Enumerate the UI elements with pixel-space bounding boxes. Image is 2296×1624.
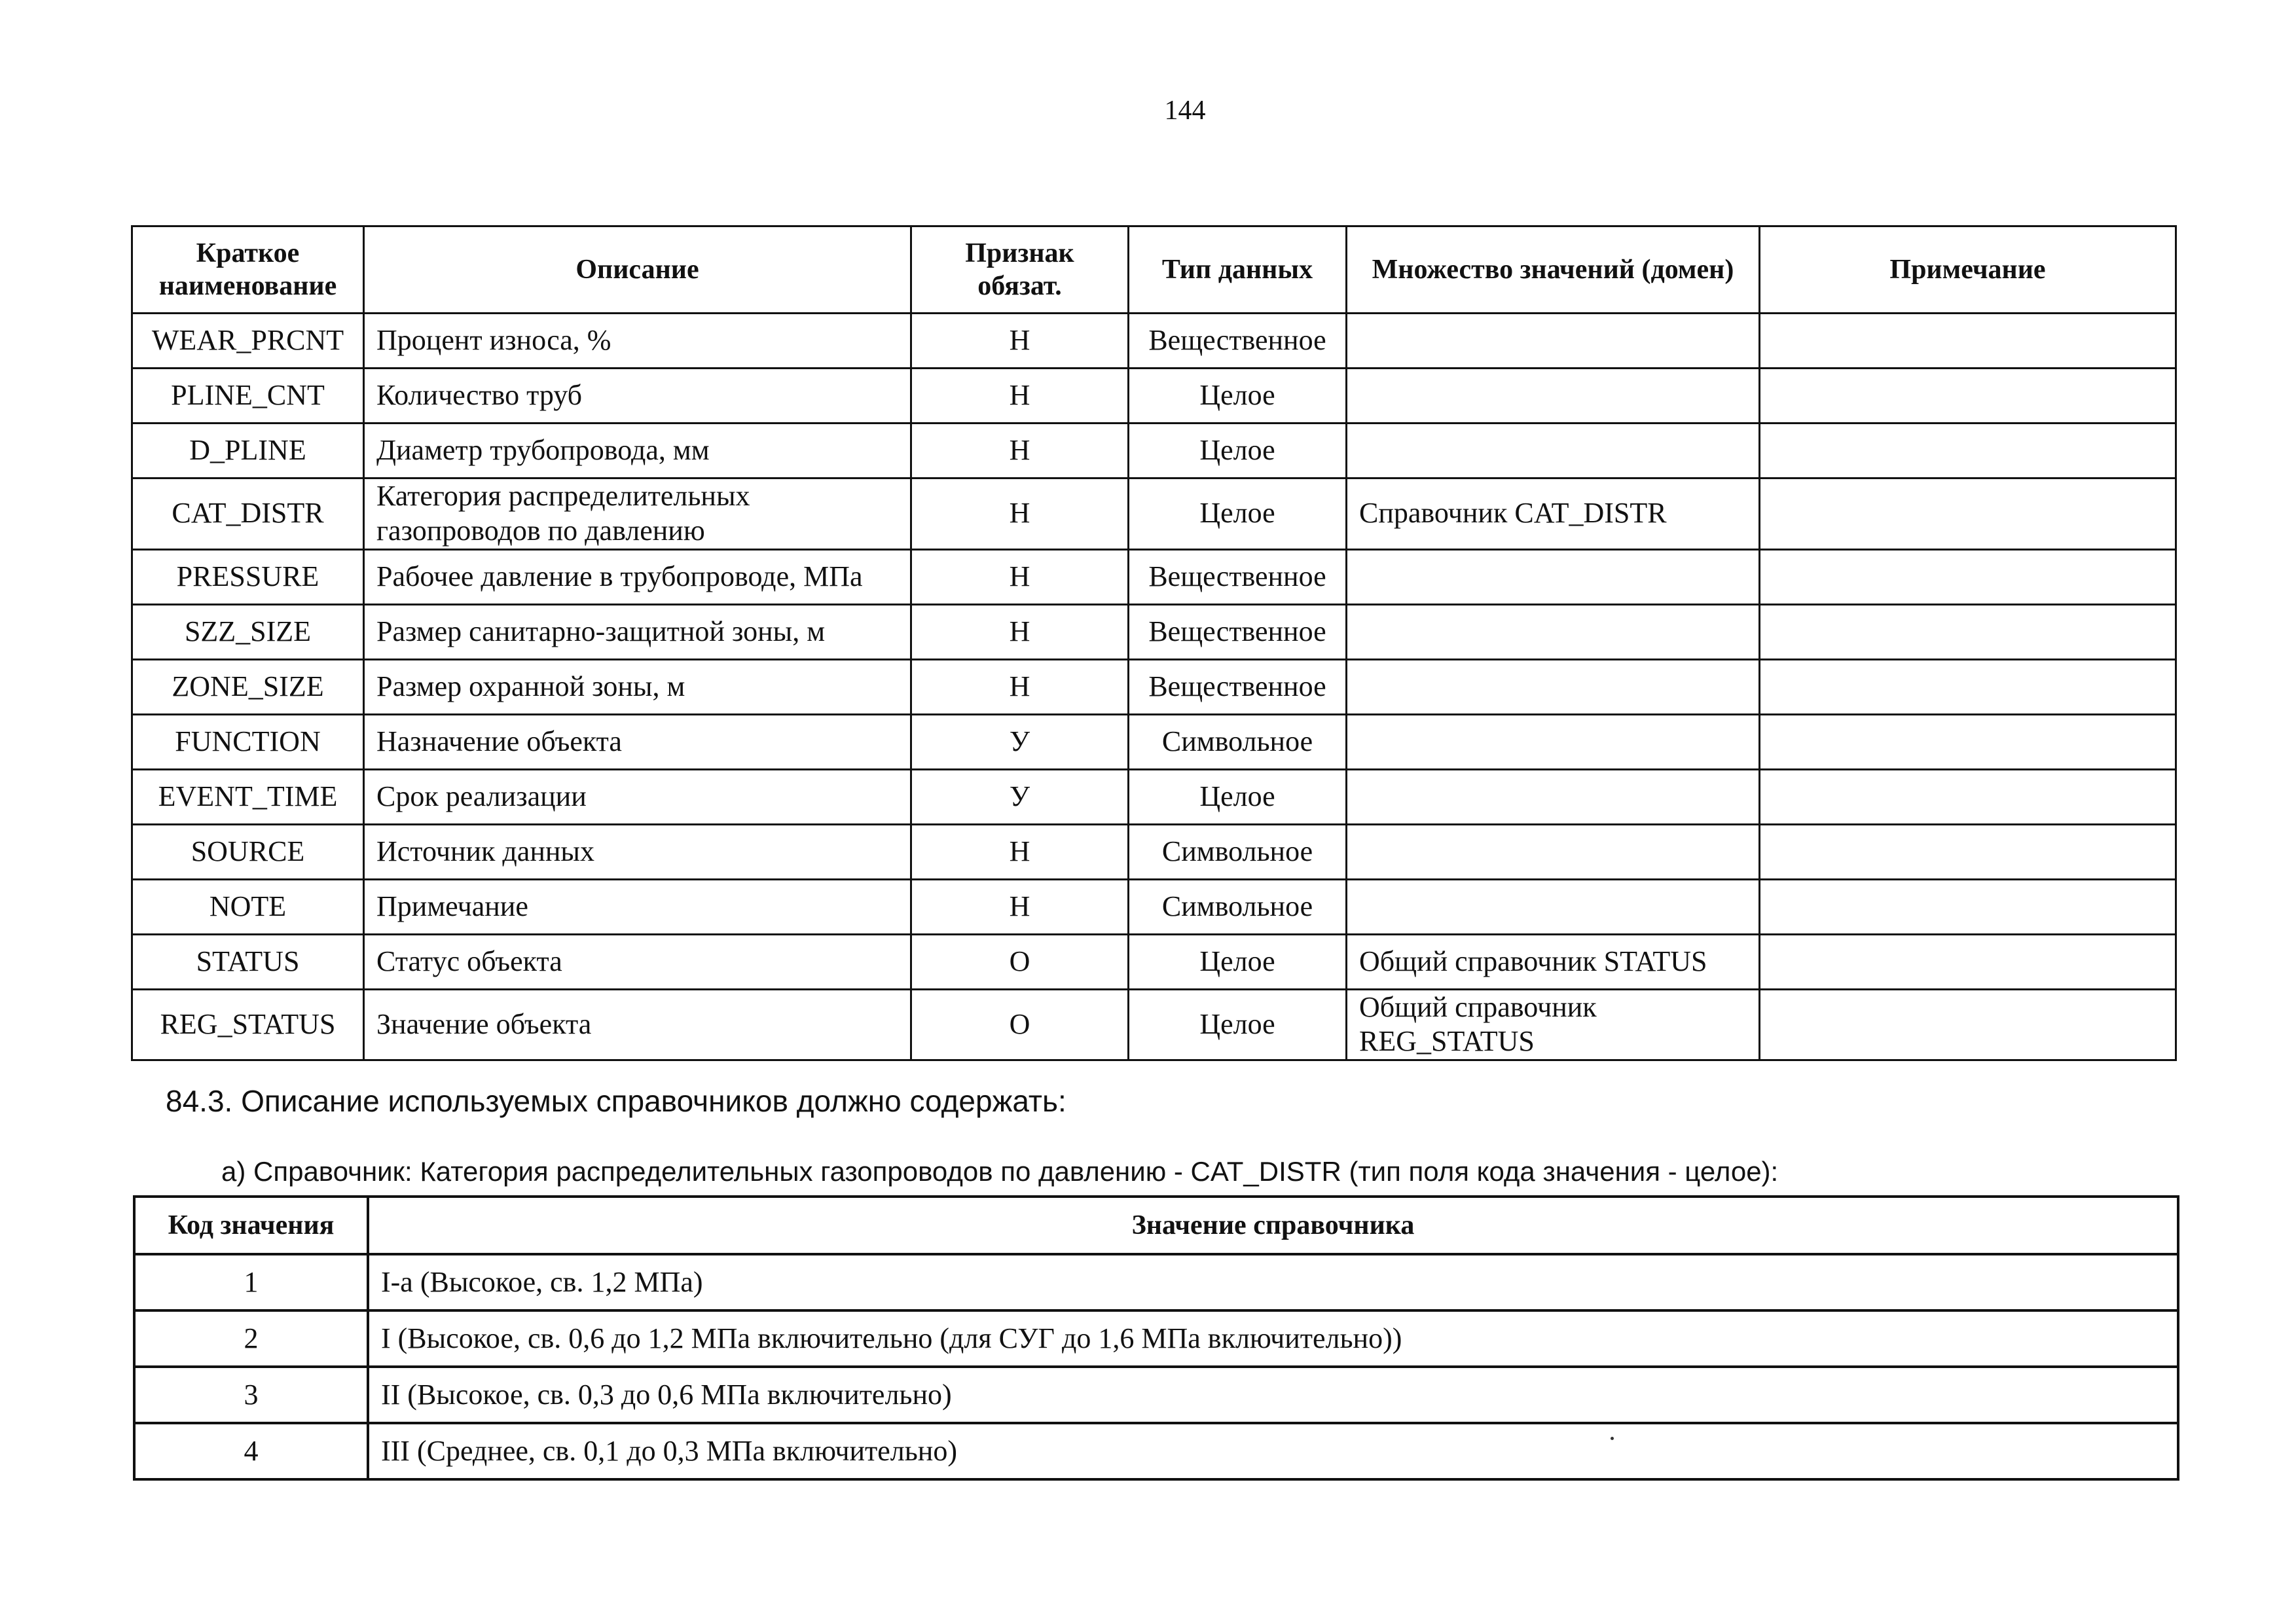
cell-mandatory: Н [911,824,1129,879]
cell-data-type: Вещественное [1129,604,1347,659]
header-value: Значение справочника [368,1197,2178,1254]
cell-mandatory: Н [911,478,1129,550]
cell-code: 4 [134,1423,368,1479]
cell-mandatory: Н [911,879,1129,934]
cell-description: Размер санитарно-защитной зоны, м [364,604,911,659]
cell-description: Срок реализации [364,769,911,824]
cell-note [1760,424,2176,478]
cell-description: Процент износа, % [364,314,911,369]
attributes-header-row [132,226,2176,314]
header-code: Код значения [134,1197,368,1254]
cell-domain [1347,424,1760,478]
cell-description: Количество труб [364,369,911,424]
cell-value: I (Высокое, св. 0,6 до 1,2 МПа включительно (для СУГ до 1,6 МПа включительно)) [368,1310,2178,1367]
attributes-table [131,225,2177,1061]
cell-short-name: WEAR_PRCNT [132,314,364,369]
table-row [132,604,2176,659]
cell-short-name: CAT_DISTR [132,478,364,550]
cell-value: I-а (Высокое, св. 1,2 МПа) [368,1254,2178,1310]
dictionary-title: а) Справочник: Категория распределительных газопроводов по давлению - CAT_DISTR (тип поля кода значения - целое): [221,1156,1779,1187]
cell-short-name: D_PLINE [132,424,364,478]
dictionary-header-row [134,1197,2178,1254]
cell-short-name: REG_STATUS [132,989,364,1060]
header-note: Примечание [1760,226,2176,314]
cell-mandatory: О [911,989,1129,1060]
cell-domain [1347,879,1760,934]
cell-data-type: Вещественное [1129,659,1347,714]
table-row [132,314,2176,369]
cell-domain [1347,369,1760,424]
cell-data-type: Целое [1129,424,1347,478]
cell-short-name: FUNCTION [132,714,364,769]
table-row [132,769,2176,824]
dictionary-table [133,1195,2179,1481]
cell-mandatory: Н [911,604,1129,659]
cell-note [1760,314,2176,369]
cell-note [1760,824,2176,879]
cell-note [1760,934,2176,989]
cell-data-type: Символьное [1129,879,1347,934]
table-row [132,369,2176,424]
cell-note [1760,714,2176,769]
cell-mandatory: Н [911,424,1129,478]
page-number: 144 [1164,96,1206,126]
cell-short-name: SZZ_SIZE [132,604,364,659]
cell-note [1760,659,2176,714]
table-row [132,714,2176,769]
table-row [134,1310,2178,1367]
cell-data-type: Вещественное [1129,314,1347,369]
cell-mandatory: Н [911,369,1129,424]
cell-domain [1347,824,1760,879]
cell-domain [1347,714,1760,769]
table-row [132,659,2176,714]
cell-code: 3 [134,1367,368,1423]
cell-description: Статус объекта [364,934,911,989]
cell-short-name: PRESSURE [132,549,364,604]
cell-description: Рабочее давление в трубопроводе, МПа [364,549,911,604]
table-row [134,1254,2178,1310]
cell-description: Размер охранной зоны, м [364,659,911,714]
cell-mandatory: О [911,934,1129,989]
header-description: Описание [364,226,911,314]
cell-data-type: Целое [1129,989,1347,1060]
table-row [132,934,2176,989]
table-row [134,1423,2178,1479]
cell-domain [1347,604,1760,659]
table-row [132,824,2176,879]
cell-data-type: Целое [1129,934,1347,989]
cell-description: Значение объекта [364,989,911,1060]
cell-domain [1347,549,1760,604]
cell-data-type: Целое [1129,769,1347,824]
cell-data-type: Целое [1129,369,1347,424]
header-short-name: Краткое наименование [132,226,364,314]
cell-mandatory: Н [911,659,1129,714]
cell-mandatory: У [911,769,1129,824]
header-mandatory: Признак обязат. [911,226,1129,314]
cell-note [1760,604,2176,659]
cell-description: Примечание [364,879,911,934]
header-data-type: Тип данных [1129,226,1347,314]
cell-note [1760,989,2176,1060]
cell-note [1760,879,2176,934]
cell-domain: Общий справочник STATUS [1347,934,1760,989]
cell-short-name: SOURCE [132,824,364,879]
cell-note [1760,478,2176,550]
cell-data-type: Вещественное [1129,549,1347,604]
cell-data-type: Символьное [1129,714,1347,769]
cell-domain [1347,659,1760,714]
cell-mandatory: Н [911,314,1129,369]
cell-mandatory: У [911,714,1129,769]
cell-short-name: STATUS [132,934,364,989]
table-row [132,478,2176,550]
cell-note [1760,369,2176,424]
header-domain: Множество значений (домен) [1347,226,1760,314]
cell-description: Назначение объекта [364,714,911,769]
cell-code: 2 [134,1310,368,1367]
cell-code: 1 [134,1254,368,1310]
cell-domain [1347,769,1760,824]
table-row [132,549,2176,604]
scan-dot [1611,1437,1614,1440]
cell-domain: Общий справочник REG_STATUS [1347,989,1760,1060]
cell-short-name: ZONE_SIZE [132,659,364,714]
cell-data-type: Символьное [1129,824,1347,879]
table-row [132,989,2176,1060]
cell-note [1760,549,2176,604]
table-row [134,1367,2178,1423]
section-title: 84.3. Описание используемых справочников должно содержать: [166,1084,1066,1118]
cell-note [1760,769,2176,824]
cell-value: III (Среднее, св. 0,1 до 0,3 МПа включительно) [368,1423,2178,1479]
cell-short-name: EVENT_TIME [132,769,364,824]
cell-short-name: PLINE_CNT [132,369,364,424]
cell-value: II (Высокое, св. 0,3 до 0,6 МПа включительно) [368,1367,2178,1423]
cell-description: Источник данных [364,824,911,879]
cell-domain [1347,314,1760,369]
table-row [132,424,2176,478]
cell-domain: Справочник CAT_DISTR [1347,478,1760,550]
table-row [132,879,2176,934]
cell-description: Категория распределительных газопроводов по давлению [364,478,911,550]
cell-description: Диаметр трубопровода, мм [364,424,911,478]
cell-data-type: Целое [1129,478,1347,550]
cell-short-name: NOTE [132,879,364,934]
cell-mandatory: Н [911,549,1129,604]
